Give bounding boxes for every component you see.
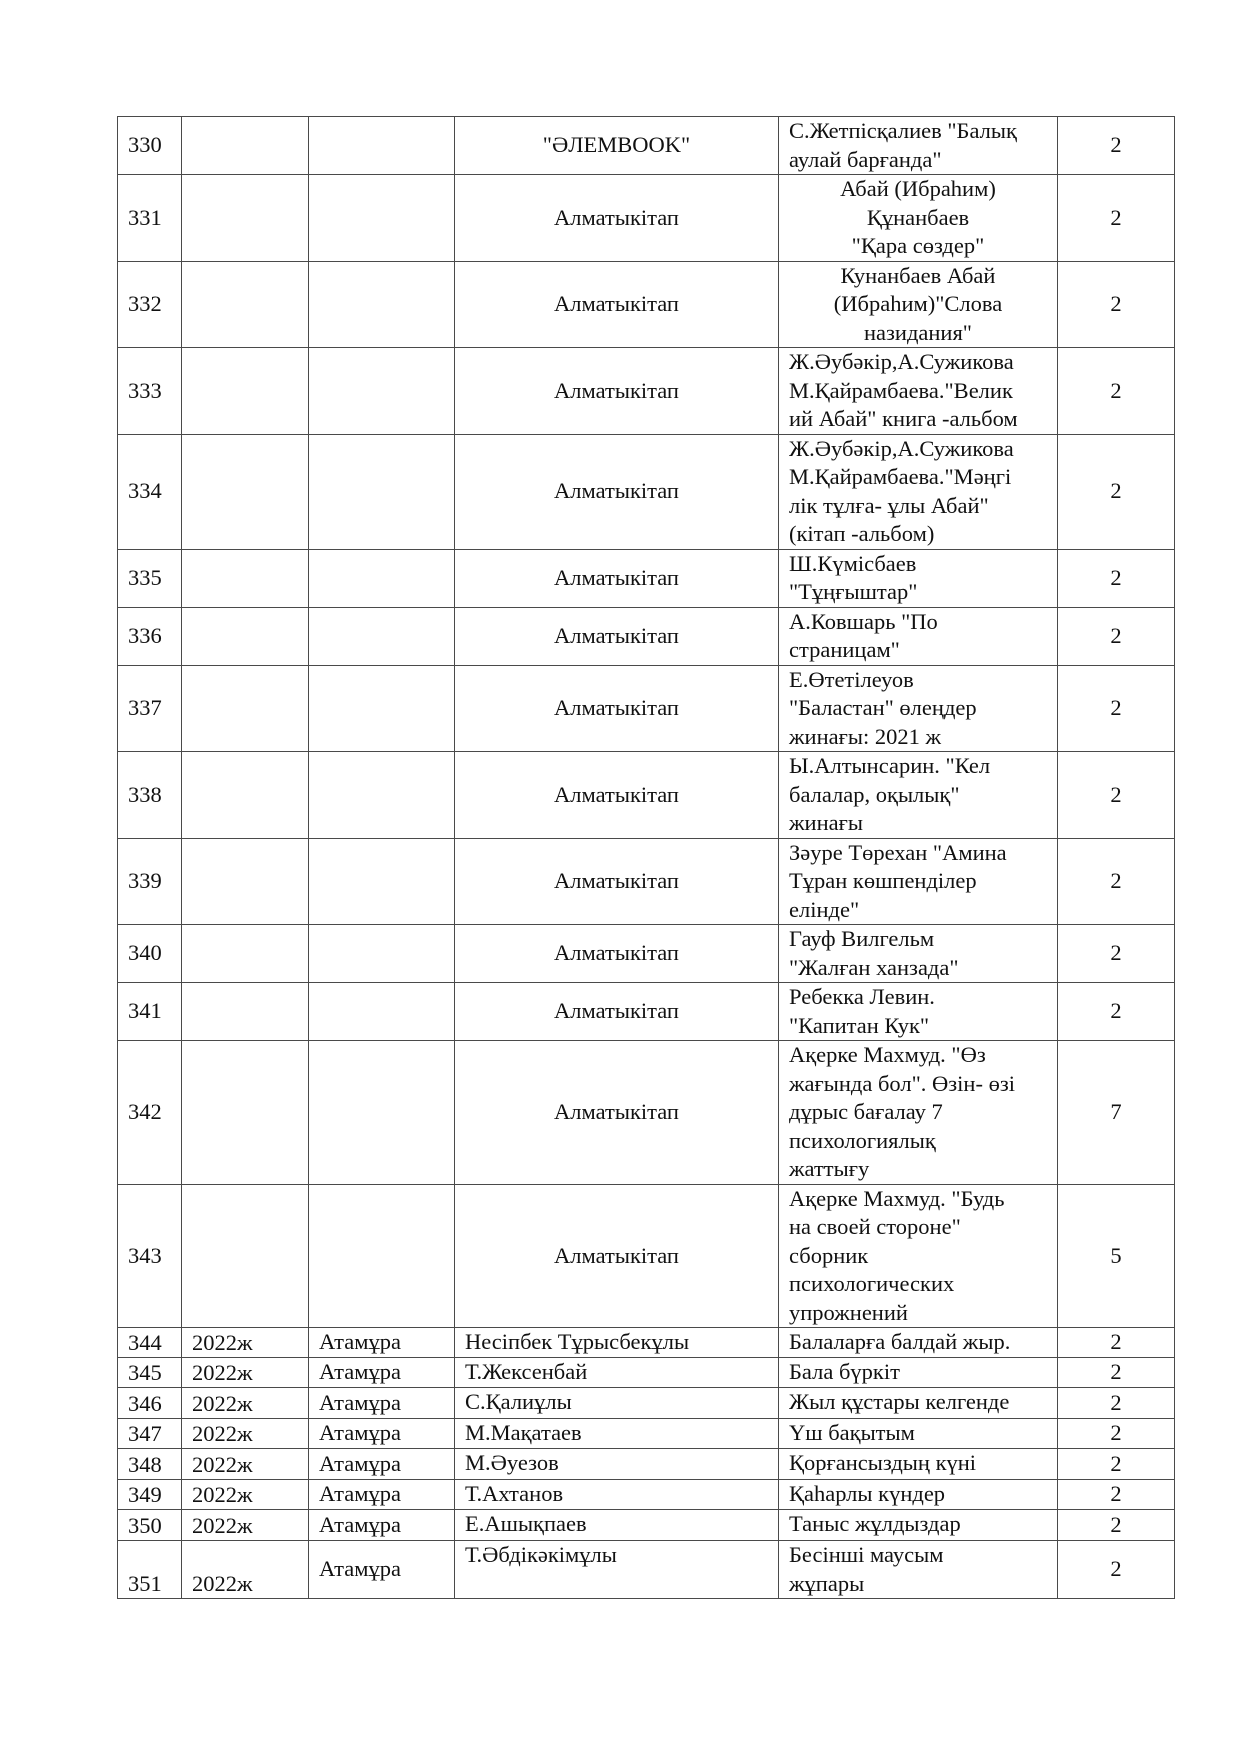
author-cell-line: Алматыкітап bbox=[554, 564, 679, 590]
title-cell bbox=[779, 752, 1058, 839]
title-cell-line: жинағы: 2021 ж bbox=[789, 723, 942, 749]
quantity-cell: 2 bbox=[1058, 348, 1175, 435]
publisher-cell bbox=[309, 607, 455, 665]
year-cell bbox=[182, 434, 309, 549]
author-cell bbox=[455, 752, 779, 839]
year-cell: 2022ж bbox=[182, 1388, 309, 1419]
quantity-cell: 2 bbox=[1058, 925, 1175, 983]
quantity-cell: 2 bbox=[1058, 983, 1175, 1041]
quantity-cell: 2 bbox=[1058, 1328, 1175, 1358]
title-cell-line: Үш бақытым bbox=[789, 1420, 915, 1445]
author-cell-line: С.Қалиұлы bbox=[465, 1389, 572, 1414]
title-cell-line: сборник bbox=[789, 1242, 869, 1268]
title-cell-line: Ш.Күмісбаев bbox=[789, 550, 917, 576]
author-cell bbox=[455, 665, 779, 752]
title-cell-line: "Жалған ханзада" bbox=[789, 954, 959, 980]
title-cell bbox=[779, 549, 1058, 607]
title-cell-line: Жыл құстары келгенде bbox=[789, 1389, 1010, 1414]
title-cell-line: упрожнений bbox=[789, 1299, 908, 1325]
author-cell bbox=[455, 1480, 779, 1510]
quantity-cell: 2 bbox=[1058, 1480, 1175, 1510]
row-number-cell: 335 bbox=[118, 549, 182, 607]
table-row bbox=[118, 1419, 1175, 1449]
table-row bbox=[118, 607, 1175, 665]
title-cell bbox=[779, 261, 1058, 348]
title-cell bbox=[779, 1041, 1058, 1185]
title-cell-line: А.Ковшарь "По bbox=[789, 608, 938, 634]
table-row bbox=[118, 549, 1175, 607]
author-cell-line: Алматыкітап bbox=[554, 622, 679, 648]
row-number-cell: 331 bbox=[118, 175, 182, 262]
quantity-cell: 2 bbox=[1058, 549, 1175, 607]
author-cell-line: Алматыкітап bbox=[554, 781, 679, 807]
quantity-cell: 2 bbox=[1058, 261, 1175, 348]
title-cell bbox=[779, 1449, 1058, 1480]
title-cell bbox=[779, 1419, 1058, 1449]
author-cell bbox=[455, 434, 779, 549]
author-cell bbox=[455, 175, 779, 262]
title-cell-line: Ақерке Махмуд. "Будь bbox=[789, 1185, 1005, 1211]
title-cell-line: "Қара сөздер" bbox=[851, 233, 985, 258]
year-cell bbox=[182, 175, 309, 262]
title-cell-line: страницам" bbox=[789, 637, 900, 662]
title-cell-line: Бала бүркіт bbox=[789, 1359, 900, 1384]
year-cell bbox=[182, 1184, 309, 1328]
publisher-cell: Атамұра bbox=[309, 1449, 455, 1480]
year-cell: 2022ж bbox=[182, 1328, 309, 1358]
publisher-cell bbox=[309, 1184, 455, 1328]
author-cell-line: Алматыкітап bbox=[554, 478, 679, 504]
year-cell bbox=[182, 838, 309, 925]
title-cell-line: Тұран көшпенділер bbox=[789, 868, 977, 893]
quantity-cell: 2 bbox=[1058, 1388, 1175, 1419]
table-body bbox=[118, 117, 1175, 1599]
publisher-cell: Атамұра bbox=[309, 1328, 455, 1358]
quantity-cell: 5 bbox=[1058, 1184, 1175, 1328]
year-cell: 2022ж bbox=[182, 1480, 309, 1510]
author-cell bbox=[455, 607, 779, 665]
title-cell-line: Қорғансыздың күні bbox=[789, 1450, 977, 1475]
title-cell-line: Гауф Вилгельм bbox=[789, 926, 935, 951]
row-number-cell: 344 bbox=[118, 1328, 182, 1358]
table-row bbox=[118, 925, 1175, 983]
year-cell: 2022ж bbox=[182, 1358, 309, 1388]
title-cell-line: ий Абай" книга -альбом bbox=[789, 406, 1018, 431]
title-cell-line: М.Қайрамбаева."Велик bbox=[789, 377, 1013, 403]
title-cell bbox=[779, 838, 1058, 925]
author-cell-line: Т.Ахтанов bbox=[465, 1481, 564, 1506]
row-number-cell: 348 bbox=[118, 1449, 182, 1480]
table-row bbox=[118, 117, 1175, 175]
year-cell: 2022ж bbox=[182, 1419, 309, 1449]
author-cell bbox=[455, 1449, 779, 1480]
quantity-cell: 2 bbox=[1058, 434, 1175, 549]
table-row bbox=[118, 752, 1175, 839]
author-cell bbox=[455, 1184, 779, 1328]
quantity-cell: 2 bbox=[1058, 1419, 1175, 1449]
publisher-cell bbox=[309, 1041, 455, 1185]
row-number-cell: 333 bbox=[118, 348, 182, 435]
author-cell-line: Алматыкітап bbox=[554, 998, 679, 1024]
publisher-cell bbox=[309, 434, 455, 549]
quantity-cell: 7 bbox=[1058, 1041, 1175, 1185]
table-row bbox=[118, 983, 1175, 1041]
title-cell bbox=[779, 607, 1058, 665]
title-cell-line: жинағы bbox=[789, 810, 863, 835]
title-cell-line: елінде" bbox=[789, 896, 860, 922]
author-cell bbox=[455, 117, 779, 175]
title-cell-line: Ж.Әубәкір,А.Сужикова bbox=[789, 435, 1014, 461]
title-cell-line: Қаһарлы күндер bbox=[789, 1481, 946, 1506]
year-cell bbox=[182, 261, 309, 348]
title-cell-line: Ы.Алтынсарин. "Кел bbox=[789, 753, 991, 778]
author-cell-line: "ӘЛЕМBOOK" bbox=[542, 132, 691, 158]
quantity-cell: 2 bbox=[1058, 1449, 1175, 1480]
year-cell bbox=[182, 925, 309, 983]
quantity-cell: 2 bbox=[1058, 1510, 1175, 1541]
row-number-cell: 345 bbox=[118, 1358, 182, 1388]
title-cell-line: на своей стороне" bbox=[789, 1214, 961, 1239]
publisher-cell: Атамұра bbox=[309, 1419, 455, 1449]
table-row bbox=[118, 838, 1175, 925]
year-cell bbox=[182, 665, 309, 752]
title-cell bbox=[779, 1184, 1058, 1328]
title-cell-line: аулай барғанда" bbox=[789, 146, 942, 172]
row-number-cell: 338 bbox=[118, 752, 182, 839]
author-cell bbox=[455, 983, 779, 1041]
year-cell: 2022ж bbox=[182, 1510, 309, 1541]
author-cell bbox=[455, 261, 779, 348]
author-cell-line: Алматыкітап bbox=[554, 940, 679, 966]
table-row bbox=[118, 1510, 1175, 1541]
row-number-cell: 350 bbox=[118, 1510, 182, 1541]
table-row bbox=[118, 175, 1175, 262]
title-cell bbox=[779, 1328, 1058, 1358]
year-cell bbox=[182, 1041, 309, 1185]
quantity-cell: 2 bbox=[1058, 1541, 1175, 1599]
title-cell-line: Таныс жұлдыздар bbox=[789, 1511, 961, 1536]
table-row bbox=[118, 261, 1175, 348]
title-cell-line: Е.Өтетілеуов bbox=[789, 666, 914, 692]
author-cell bbox=[455, 1358, 779, 1388]
title-cell bbox=[779, 1388, 1058, 1419]
title-cell bbox=[779, 1541, 1058, 1599]
author-cell-line: Алматыкітап bbox=[554, 695, 679, 720]
quantity-cell: 2 bbox=[1058, 665, 1175, 752]
author-cell bbox=[455, 838, 779, 925]
author-cell bbox=[455, 1419, 779, 1449]
author-cell-line: Т.Жексенбай bbox=[465, 1359, 588, 1384]
title-cell-line: "Капитан Кук" bbox=[789, 1012, 930, 1038]
year-cell bbox=[182, 549, 309, 607]
author-cell bbox=[455, 925, 779, 983]
year-cell bbox=[182, 117, 309, 175]
title-cell-line: жаттығу bbox=[789, 1156, 870, 1181]
quantity-cell: 2 bbox=[1058, 117, 1175, 175]
row-number-cell: 341 bbox=[118, 983, 182, 1041]
year-cell: 2022ж bbox=[182, 1449, 309, 1480]
author-cell-line: Алматыкітап bbox=[554, 1099, 679, 1124]
row-number-cell: 332 bbox=[118, 261, 182, 348]
title-cell bbox=[779, 1358, 1058, 1388]
title-cell-line: жағында бол". Өзін- өзі bbox=[789, 1070, 1015, 1096]
quantity-cell: 2 bbox=[1058, 175, 1175, 262]
publisher-cell bbox=[309, 838, 455, 925]
title-cell-line: Бесінші маусым bbox=[789, 1542, 944, 1567]
title-cell-line: Балаларға балдай жыр. bbox=[789, 1329, 1011, 1354]
author-cell-line: Алматыкітап bbox=[554, 291, 679, 316]
publisher-cell: Атамұра bbox=[309, 1480, 455, 1510]
quantity-cell: 2 bbox=[1058, 1358, 1175, 1388]
table-row bbox=[118, 1388, 1175, 1419]
title-cell-line: Кунанбаев Абай bbox=[840, 262, 996, 288]
publisher-cell: Атамұра bbox=[309, 1358, 455, 1388]
publisher-cell bbox=[309, 261, 455, 348]
table-row bbox=[118, 1480, 1175, 1510]
table-row bbox=[118, 348, 1175, 435]
title-cell-line: психологических bbox=[789, 1271, 955, 1296]
author-cell-line: М.Әуезов bbox=[465, 1450, 559, 1475]
title-cell-line: Ақерке Махмуд. "Өз bbox=[789, 1042, 986, 1067]
year-cell: 2022ж bbox=[182, 1541, 309, 1599]
table-row bbox=[118, 1541, 1175, 1599]
title-cell-line: "Баластан" өлеңдер bbox=[789, 695, 977, 720]
author-cell bbox=[455, 1541, 779, 1599]
year-cell bbox=[182, 983, 309, 1041]
title-cell-line: С.Жетпісқалиев "Балық bbox=[789, 118, 1017, 143]
table-row bbox=[118, 1041, 1175, 1185]
author-cell bbox=[455, 1510, 779, 1541]
row-number-cell: 334 bbox=[118, 434, 182, 549]
quantity-cell: 2 bbox=[1058, 607, 1175, 665]
publisher-cell bbox=[309, 117, 455, 175]
table-row bbox=[118, 1358, 1175, 1388]
title-cell bbox=[779, 1480, 1058, 1510]
row-number-cell: 351 bbox=[118, 1541, 182, 1599]
title-cell-line: Ж.Әубәкір,А.Сужикова bbox=[789, 349, 1014, 374]
row-number-cell: 330 bbox=[118, 117, 182, 175]
year-cell bbox=[182, 607, 309, 665]
row-number-cell: 336 bbox=[118, 607, 182, 665]
row-number-cell: 337 bbox=[118, 665, 182, 752]
table-row bbox=[118, 1449, 1175, 1480]
author-cell bbox=[455, 1388, 779, 1419]
author-cell-line: Алматыкітап bbox=[554, 204, 679, 230]
table-row bbox=[118, 1184, 1175, 1328]
title-cell-line: психологиялық bbox=[789, 1127, 936, 1153]
title-cell-line: Зәуре Төрехан "Амина bbox=[789, 839, 1007, 865]
title-cell bbox=[779, 175, 1058, 262]
year-cell bbox=[182, 348, 309, 435]
book-list-table bbox=[117, 116, 1175, 1599]
title-cell bbox=[779, 983, 1058, 1041]
author-cell bbox=[455, 549, 779, 607]
publisher-cell: Атамұра bbox=[309, 1388, 455, 1419]
author-cell bbox=[455, 348, 779, 435]
author-cell-line: Несіпбек Тұрысбекұлы bbox=[465, 1329, 690, 1354]
title-cell-line: лік тұлға- ұлы Абай" bbox=[789, 492, 989, 518]
author-cell bbox=[455, 1041, 779, 1185]
publisher-cell bbox=[309, 175, 455, 262]
author-cell-line: М.Мақатаев bbox=[465, 1420, 582, 1445]
row-number-cell: 346 bbox=[118, 1388, 182, 1419]
title-cell bbox=[779, 925, 1058, 983]
quantity-cell: 2 bbox=[1058, 752, 1175, 839]
publisher-cell bbox=[309, 752, 455, 839]
title-cell-line: (Ибраһим)"Слова bbox=[833, 291, 1003, 316]
title-cell-line: дұрыс бағалау 7 bbox=[789, 1099, 943, 1124]
title-cell-line: Құнанбаев bbox=[866, 204, 970, 230]
publisher-cell bbox=[309, 925, 455, 983]
publisher-cell bbox=[309, 549, 455, 607]
title-cell-line: (кітап -альбом) bbox=[789, 521, 935, 546]
quantity-cell: 2 bbox=[1058, 838, 1175, 925]
title-cell-line: балалар, оқылық" bbox=[789, 781, 960, 807]
title-cell bbox=[779, 1510, 1058, 1541]
author-cell-line: Алматыкітап bbox=[554, 1242, 679, 1268]
title-cell bbox=[779, 434, 1058, 549]
author-cell-line: Т.Әбдікәкімұлы bbox=[465, 1542, 617, 1567]
year-cell bbox=[182, 752, 309, 839]
title-cell-line: Абай (Ибраһим) bbox=[840, 176, 996, 201]
author-cell-line: Алматыкітап bbox=[554, 377, 679, 403]
row-number-cell: 339 bbox=[118, 838, 182, 925]
title-cell-line: М.Қайрамбаева."Мәңгі bbox=[789, 464, 1012, 489]
row-number-cell: 340 bbox=[118, 925, 182, 983]
row-number-cell: 342 bbox=[118, 1041, 182, 1185]
title-cell bbox=[779, 348, 1058, 435]
title-cell-line: назидания" bbox=[863, 319, 972, 345]
publisher-cell: Атамұра bbox=[309, 1541, 455, 1599]
title-cell-line: Ребекка Левин. bbox=[789, 984, 935, 1009]
title-cell bbox=[779, 665, 1058, 752]
title-cell-line: "Тұңғыштар" bbox=[789, 579, 918, 604]
publisher-cell bbox=[309, 348, 455, 435]
table-row bbox=[118, 434, 1175, 549]
title-cell bbox=[779, 117, 1058, 175]
table-row bbox=[118, 665, 1175, 752]
author-cell-line: Е.Ашықпаев bbox=[465, 1511, 587, 1536]
publisher-cell bbox=[309, 665, 455, 752]
author-cell-line: Алматыкітап bbox=[554, 868, 679, 893]
publisher-cell: Атамұра bbox=[309, 1510, 455, 1541]
row-number-cell: 343 bbox=[118, 1184, 182, 1328]
row-number-cell: 347 bbox=[118, 1419, 182, 1449]
publisher-cell bbox=[309, 983, 455, 1041]
title-cell-line: жұпары bbox=[789, 1570, 865, 1596]
row-number-cell: 349 bbox=[118, 1480, 182, 1510]
table-row bbox=[118, 1328, 1175, 1358]
author-cell bbox=[455, 1328, 779, 1358]
